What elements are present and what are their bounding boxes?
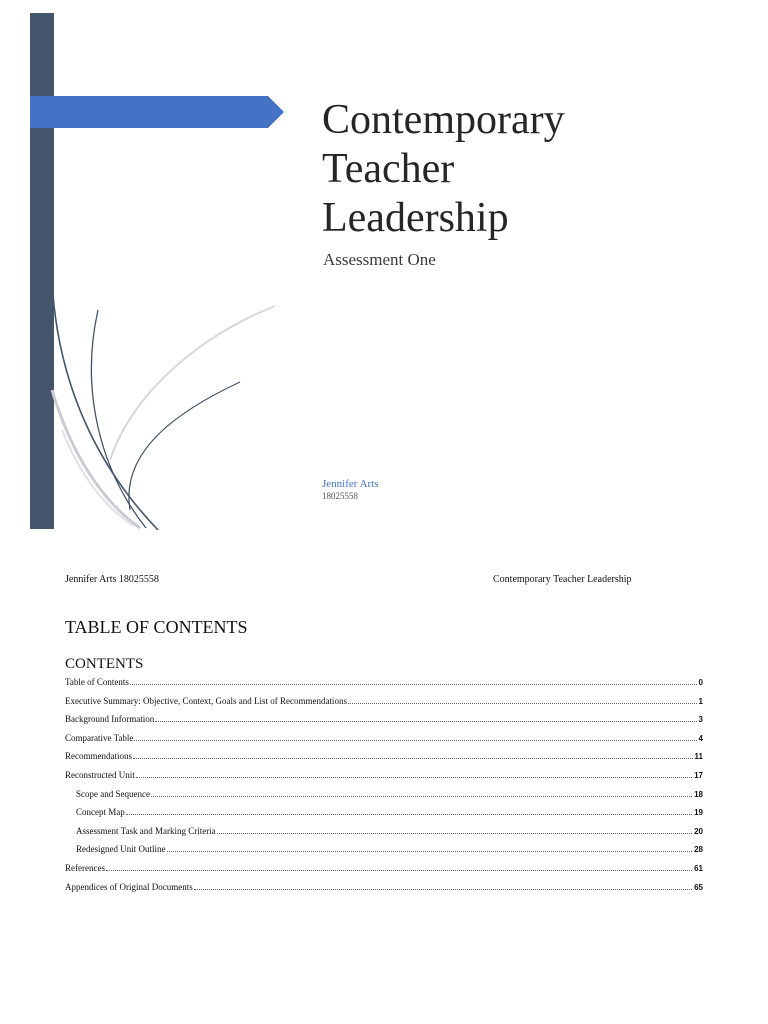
cover-arrow-banner bbox=[30, 96, 284, 128]
toc-entry-label: Concept Map bbox=[76, 807, 125, 818]
toc-leader-dots bbox=[167, 851, 693, 852]
toc-leader-dots bbox=[155, 721, 696, 722]
header-author-id: Jennifer Arts 18025558 bbox=[65, 574, 159, 585]
cover-title-line: Teacher bbox=[322, 146, 455, 192]
toc-leader-dots bbox=[151, 796, 692, 797]
toc-entry-label: References bbox=[65, 862, 105, 873]
toc-list bbox=[65, 677, 703, 900]
toc-entry-page: 3 bbox=[698, 715, 703, 725]
toc-entry-label: Comparative Table bbox=[65, 732, 134, 743]
toc-entry-label: Assessment Task and Marking Criteria bbox=[76, 825, 216, 836]
toc-entry[interactable] bbox=[65, 696, 703, 715]
toc-entry[interactable] bbox=[65, 677, 703, 696]
toc-entry-page: 18 bbox=[694, 789, 703, 799]
header-document-title: Contemporary Teacher Leadership bbox=[493, 574, 632, 585]
toc-entry-label: Background Information bbox=[65, 714, 155, 725]
toc-entry-page: 0 bbox=[698, 678, 703, 687]
toc-entry-page: 20 bbox=[694, 826, 703, 836]
toc-entry-page: 61 bbox=[694, 863, 703, 873]
cover-student-id: 18025558 bbox=[322, 491, 358, 501]
toc-entry-page: 1 bbox=[698, 696, 703, 706]
toc-subentry[interactable] bbox=[65, 844, 703, 863]
toc-entry[interactable] bbox=[65, 751, 703, 770]
toc-entry-page: 11 bbox=[694, 752, 703, 762]
toc-leader-dots bbox=[348, 703, 697, 704]
toc-heading: TABLE OF CONTENTS bbox=[65, 617, 248, 637]
page-header bbox=[65, 574, 705, 588]
toc-subentry[interactable] bbox=[65, 807, 703, 826]
cover-author: Jennifer Arts bbox=[322, 478, 379, 490]
toc-leader-dots bbox=[106, 870, 692, 871]
cover-title bbox=[322, 96, 742, 243]
cover-subtitle: Assessment One bbox=[323, 250, 436, 269]
toc-entry-label: Reconstructed Unit bbox=[65, 769, 135, 780]
toc-entry[interactable] bbox=[65, 882, 703, 901]
toc-leader-dots bbox=[126, 814, 692, 815]
toc-entry-label: Recommendations bbox=[65, 751, 132, 762]
toc-entry-label: Scope and Sequence bbox=[76, 788, 150, 799]
toc-subentry[interactable] bbox=[65, 826, 703, 845]
toc-entry[interactable] bbox=[65, 733, 703, 752]
toc-entry-page: 65 bbox=[694, 882, 703, 892]
cover-decorative-swirl bbox=[50, 280, 290, 530]
toc-entry[interactable] bbox=[65, 863, 703, 882]
toc-entry-label: Appendices of Original Documents bbox=[65, 881, 193, 892]
toc-leader-dots bbox=[134, 740, 696, 741]
toc-entry[interactable] bbox=[65, 714, 703, 733]
toc-leader-dots bbox=[194, 889, 692, 890]
toc-leader-dots bbox=[217, 833, 692, 834]
toc-entry-page: 19 bbox=[694, 808, 703, 818]
toc-leader-dots bbox=[130, 684, 697, 685]
cover-title-line: Contemporary bbox=[322, 97, 565, 143]
toc-subentry[interactable] bbox=[65, 789, 703, 808]
toc-entry[interactable] bbox=[65, 770, 703, 789]
toc-leader-dots bbox=[133, 758, 693, 759]
cover-title-line: Leadership bbox=[322, 195, 509, 241]
toc-leader-dots bbox=[136, 777, 692, 778]
toc-entry-page: 28 bbox=[694, 845, 703, 855]
toc-entry-label: Table of Contents bbox=[65, 677, 129, 687]
toc-entry-label: Executive Summary: Objective, Context, Goals and List of Recommendations bbox=[65, 695, 347, 706]
toc-entry-page: 17 bbox=[694, 770, 703, 780]
toc-entry-page: 4 bbox=[698, 733, 703, 743]
toc-entry-label: Redesigned Unit Outline bbox=[76, 844, 166, 855]
contents-heading: CONTENTS bbox=[65, 656, 144, 672]
